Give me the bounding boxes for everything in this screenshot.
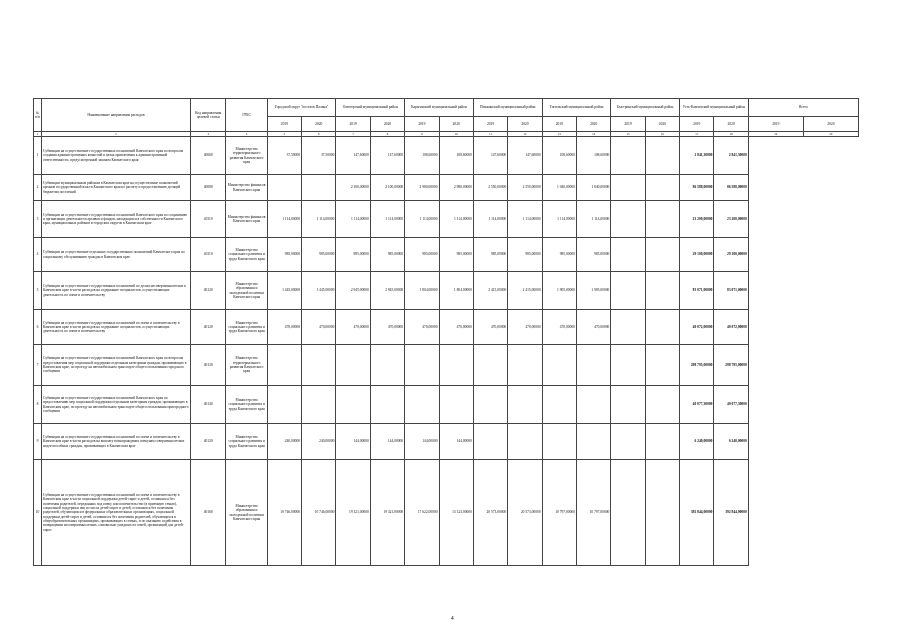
row-value: 470,00000 [405,310,439,345]
year-header: 2020 [645,117,679,132]
row-value: 1 114,00000 [370,201,404,238]
row-value [645,238,679,272]
row-value [611,238,645,272]
row-value: 985,00000 [405,238,439,272]
row-code: 40120 [190,424,226,460]
row-total: 392 844,00000 [680,460,714,566]
year-header: 2020 [370,117,404,132]
year-header: 2020 [714,117,748,132]
row-value: 144,00000 [370,424,404,460]
row-value [302,345,336,386]
row-value: 147,60000 [473,137,507,175]
column-index-cell: 8 [370,132,404,137]
header-grbs: ГРБС [226,99,267,132]
row-total: 40 072,00000 [714,310,748,345]
row-value: 470,00000 [542,310,576,345]
column-index-cell: 7 [336,132,370,137]
row-value: 470,00000 [473,310,507,345]
row-name: Субвенции на осуществление государственных полномочий Камчатского края по сохранению и организации деятельности архивов и фондов, находящихся в собственности Камчатского края, муниципальных районов и городских округов в Камчатском крае [42,201,191,238]
row-value [611,386,645,424]
row-value: 147,60000 [336,137,370,175]
row-value: 985,00000 [336,238,370,272]
row-value [508,386,542,424]
row-value [508,424,542,460]
row-grbs: Министерство социального развития и труда Камчатского края [226,310,267,345]
table-row [34,345,859,386]
row-total: 83 071,00000 [680,272,714,310]
header-code: Код направления целевой статьи [190,99,226,132]
table-row [34,272,859,310]
table-row [34,137,859,175]
row-total: 40 077,30000 [680,386,714,424]
row-value: 1 114,00000 [508,201,542,238]
row-value [611,345,645,386]
row-value: 108,60000 [576,137,610,175]
row-grbs: Министерство образования и молодежной политики Камчатского края [226,272,267,310]
row-value: 985,00000 [439,238,473,272]
year-header: 2019 [473,117,507,132]
row-value [611,460,645,566]
row-value [542,424,576,460]
row-value: 1 114,00000 [473,201,507,238]
row-number: 7 [34,345,42,386]
row-grbs: Министерство территориального развития Камчатского края [226,137,267,175]
row-number: 8 [34,386,42,424]
row-grbs: Министерство образования и молодежной политики Камчатского края [226,460,267,566]
row-value [405,345,439,386]
row-value [645,137,679,175]
column-index-cell: 9 [405,132,439,137]
row-total: 2 841,30000 [714,137,748,175]
table-row [34,310,859,345]
row-value: 1 114,00000 [576,201,610,238]
row-value: 2 550,00000 [473,175,507,201]
row-value: 2 415,00000 [473,272,507,310]
row-value [611,424,645,460]
row-value [473,424,507,460]
row-value [542,386,576,424]
header-total: Всего [748,99,858,117]
row-total: 298 795,00000 [714,345,748,386]
row-value: 13 123,00000 [439,460,473,566]
row-value [645,386,679,424]
row-code: 40140 [190,386,226,424]
row-value: 1 905,00000 [576,272,610,310]
row-value [542,345,576,386]
row-value: 1 114,00000 [439,201,473,238]
column-index-cell: 16 [645,132,679,137]
row-total: 40 077,30000 [714,386,748,424]
row-number: 10 [34,460,42,566]
row-value: 144,00000 [405,424,439,460]
header-district-karaginsky: Карагинский муниципальный район [405,99,474,117]
column-index-cell: 13 [542,132,576,137]
row-value [576,424,610,460]
year-header: 2020 [439,117,473,132]
row-value: 10 746,00000 [267,460,301,566]
row-value [611,175,645,201]
row-value: 37,50000 [302,137,336,175]
year-header: 2020 [302,117,336,132]
row-value: 10 746,00000 [302,460,336,566]
header-district-palana: Городской округ "поселок Палана" [267,99,336,117]
row-value: 985,00000 [576,238,610,272]
row-value: 144,00000 [336,424,370,460]
row-value: 108,60000 [439,137,473,175]
row-grbs: Министерство социального развития и труда Камчатского края [226,386,267,424]
row-value: 108,60000 [542,137,576,175]
expenditure-table [33,98,859,566]
row-value: 470,00000 [508,310,542,345]
row-number: 4 [34,238,42,272]
row-value: 2 980,00000 [439,175,473,201]
column-index-cell: 6 [302,132,336,137]
row-total: 6 240,00000 [714,424,748,460]
row-value: 2 100,00000 [336,175,370,201]
row-value [267,386,301,424]
row-value: 1 445,00000 [267,272,301,310]
row-value: 17 622,00000 [405,460,439,566]
row-number: 3 [34,201,42,238]
header-district-tigilsky: Тигильский муниципальный район [542,99,611,117]
row-value: 985,00000 [508,238,542,272]
row-number: 6 [34,310,42,345]
row-value: 470,00000 [302,310,336,345]
row-value: 20 573,00000 [473,460,507,566]
page-footer-mark: 4 [451,616,454,622]
row-value [370,386,404,424]
row-value: 2 945,00000 [370,272,404,310]
row-total: 29 100,00000 [680,238,714,272]
row-value: 985,00000 [267,238,301,272]
row-value [611,310,645,345]
row-value [611,137,645,175]
row-total: 40 072,00000 [680,310,714,345]
row-value: 1 114,00000 [336,201,370,238]
column-index-cell: 15 [611,132,645,137]
row-name: Субвенции на осуществление отдельных государственных полномочий Камчатского края по социальному обслуживанию граждан в Камчатском крае [42,238,191,272]
row-value: 1 114,00000 [302,201,336,238]
table-row [34,175,859,201]
column-index-cell: 2 [42,132,191,137]
row-code: 40060 [190,137,226,175]
column-index-cell: 17 [680,132,714,137]
row-value: 1 114,00000 [267,201,301,238]
row-value [645,424,679,460]
row-value [302,175,336,201]
table-row [34,424,859,460]
row-value: 985,00000 [370,238,404,272]
row-number: 9 [34,424,42,460]
year-header: 2019 [680,117,714,132]
row-value: 20 573,00000 [508,460,542,566]
row-number: 5 [34,272,42,310]
column-index-cell: 3 [190,132,226,137]
row-total: 392 844,00000 [714,460,748,566]
row-value [370,345,404,386]
row-value: 1 114,00000 [542,201,576,238]
row-value: 2 415,00000 [508,272,542,310]
row-value [576,345,610,386]
row-value [267,175,301,201]
row-value [508,345,542,386]
column-index-cell: 5 [267,132,301,137]
row-value [611,272,645,310]
row-value [473,386,507,424]
row-value: 108,60000 [405,137,439,175]
row-code: 40120 [190,272,226,310]
column-index-cell: 10 [439,132,473,137]
row-value: 1 040,00000 [576,175,610,201]
column-index-cell: 12 [508,132,542,137]
row-value [336,345,370,386]
table-row [34,238,859,272]
row-value [405,386,439,424]
row-total: 23 200,00000 [680,201,714,238]
row-value: 985,00000 [473,238,507,272]
year-header: 2019 [748,117,803,132]
row-value [439,386,473,424]
row-name: Субвенции на осуществление государственных полномочий по опеке и попечительству в Камчатском крае в части расходов на выплату вознаграждения опекунам совершеннолетних недееспособных граждан, проживающих в Камчатском крае [42,424,191,460]
row-value [645,201,679,238]
table-row [34,386,859,424]
row-total: 2 841,30000 [680,137,714,175]
row-value: 1 905,00000 [542,272,576,310]
row-value: 2 945,00000 [336,272,370,310]
row-total: 29 100,00000 [714,238,748,272]
header-row-number: № п/п [34,99,42,132]
row-value: 37,50000 [267,137,301,175]
row-grbs: Министерство финансов Камчатского края [226,175,267,201]
year-header: 2019 [542,117,576,132]
row-value: 144,00000 [439,424,473,460]
year-header: 2020 [508,117,542,132]
row-value: 19 321,00000 [370,460,404,566]
row-name: Субвенции муниципальным районам в Камчатском крае на осуществление полномочий органов государственной власти Камчатского края по расчету и предоставлению дотаций бюджетам поселений [42,175,191,201]
row-value: 470,00000 [267,310,301,345]
header-district-penzhinsky: Пенжинский муниципальный район [473,99,542,117]
row-value: 1 804,00000 [439,272,473,310]
row-value: 1 804,00000 [405,272,439,310]
row-value [576,386,610,424]
row-name: Субвенции на осуществление государственных полномочий по опеке и попечительству в Камчатском крае в части расходов на содержание специалистов, осуществляющих деятельность по опеке и попечительству [42,310,191,345]
row-code: 40110 [190,201,226,238]
year-header: 2019 [405,117,439,132]
row-value: 470,00000 [370,310,404,345]
row-value: 1 114,00000 [405,201,439,238]
row-name: Субвенции на осуществление государственных полномочий Камчатского края по вопросам предоставления мер социальной поддержки отдельным категориям граждан, проживающих в Камчатском крае, по проезду на автомобильном транспорте общего пользования городского сообщения [42,345,191,386]
column-index-cell: 1 [34,132,42,137]
row-number: 2 [34,175,42,201]
header-district-ust-kamchatsky: Усть-Камчатский муниципальный район [680,99,749,117]
row-total: 86 588,00000 [714,175,748,201]
row-value: 470,00000 [576,310,610,345]
row-code: 40160 [190,460,226,566]
row-value [645,345,679,386]
row-value: 2 980,00000 [405,175,439,201]
row-total: 6 240,00000 [680,424,714,460]
row-name: Субвенции на осуществление государственных полномочий Камчатского края по вопросам создания административных комиссий в целях привлечения к административной ответственности, предусмотренной законом Камчатского края [42,137,191,175]
row-value [611,201,645,238]
row-code: 40130 [190,345,226,386]
column-index-cell: 14 [576,132,610,137]
row-code: 40110 [190,238,226,272]
row-value: 470,00000 [439,310,473,345]
row-value: 19 321,00000 [336,460,370,566]
row-name: Субвенции на осуществление государственных полномочий по делам несовершеннолетних в Камчатском крае в части расходов на содержание специалистов, осуществляющих деятельность по опеке и попечительству [42,272,191,310]
column-index-cell: 4 [226,132,267,137]
header-district-olyutorsky: Олюторский муниципальный район [336,99,405,117]
row-value [645,310,679,345]
row-value [473,345,507,386]
year-header: 2019 [336,117,370,132]
row-value: 985,00000 [542,238,576,272]
row-value [439,345,473,386]
row-grbs: Министерство финансов Камчатского края [226,201,267,238]
year-header: 2020 [576,117,610,132]
row-value: 1 445,00000 [302,272,336,310]
column-index-cell: 20 [803,132,858,137]
row-code: 40120 [190,310,226,345]
row-value: 147,60000 [370,137,404,175]
header-name: Наименование направления расходов [42,99,191,132]
row-value: 147,60000 [508,137,542,175]
row-value [645,272,679,310]
row-code: 40080 [190,175,226,201]
table-row [34,201,859,238]
row-value: 10 797,00000 [542,460,576,566]
year-header: 2020 [803,117,858,132]
row-value: 240,00000 [302,424,336,460]
row-value: 985,00000 [302,238,336,272]
row-value [645,175,679,201]
year-header: 2019 [267,117,301,132]
row-value [336,386,370,424]
column-index-cell: 11 [473,132,507,137]
row-value [645,460,679,566]
row-value: 2 100,00000 [370,175,404,201]
row-value: 2 550,00000 [508,175,542,201]
row-value: 10 797,00000 [576,460,610,566]
row-value [302,386,336,424]
row-total: 23 200,00000 [714,201,748,238]
row-value: 470,00000 [336,310,370,345]
row-total: 298 795,00000 [680,345,714,386]
row-grbs: Министерство территориального развития Камчатского края [226,345,267,386]
year-header: 2019 [611,117,645,132]
row-name: Субвенции на осуществление государственных полномочий Камчатского края по предоставлению мер социальной поддержки отдельным категориям граждан, проживающих в Камчатском крае, по проезду на автомобильном транспорте общего пользования пригородного сообщения [42,386,191,424]
row-number: 1 [34,137,42,175]
row-grbs: Министерство социального развития и труда Камчатского края [226,424,267,460]
row-total: 86 588,00000 [680,175,714,201]
header-district-bystrinsky: Быстринский муниципальный район [611,99,680,117]
row-value: 1 040,00000 [542,175,576,201]
row-value: 240,00000 [267,424,301,460]
row-grbs: Министерство социального развития и труда Камчатского края [226,238,267,272]
row-value [267,345,301,386]
row-total: 83 071,00000 [714,272,748,310]
table-row [34,460,859,566]
row-name: Субвенции на осуществление государственных полномочий по опеке и попечительству в Камчатском крае в части социальной поддержки детей-сирот и детей, оставшихся без попечения родителей, переданных под опеку или попечительство (в приемную семью), социальной поддержки лиц из числа детей-сирот и детей, оставшихся без попечения родителей, обучающихся в федеральных образовательных организациях, социальной поддержки детей-сирот и детей, оставшихся без попечения родителей, обучающихся в общеобразовательных организациях, проживающих в семьях, и по оказанию содействия в возвращении несовершеннолетних, самовольно ушедших из семей, организаций для детей-сирот [42,460,191,566]
column-index-cell: 18 [714,132,748,137]
column-index-cell: 19 [748,132,803,137]
